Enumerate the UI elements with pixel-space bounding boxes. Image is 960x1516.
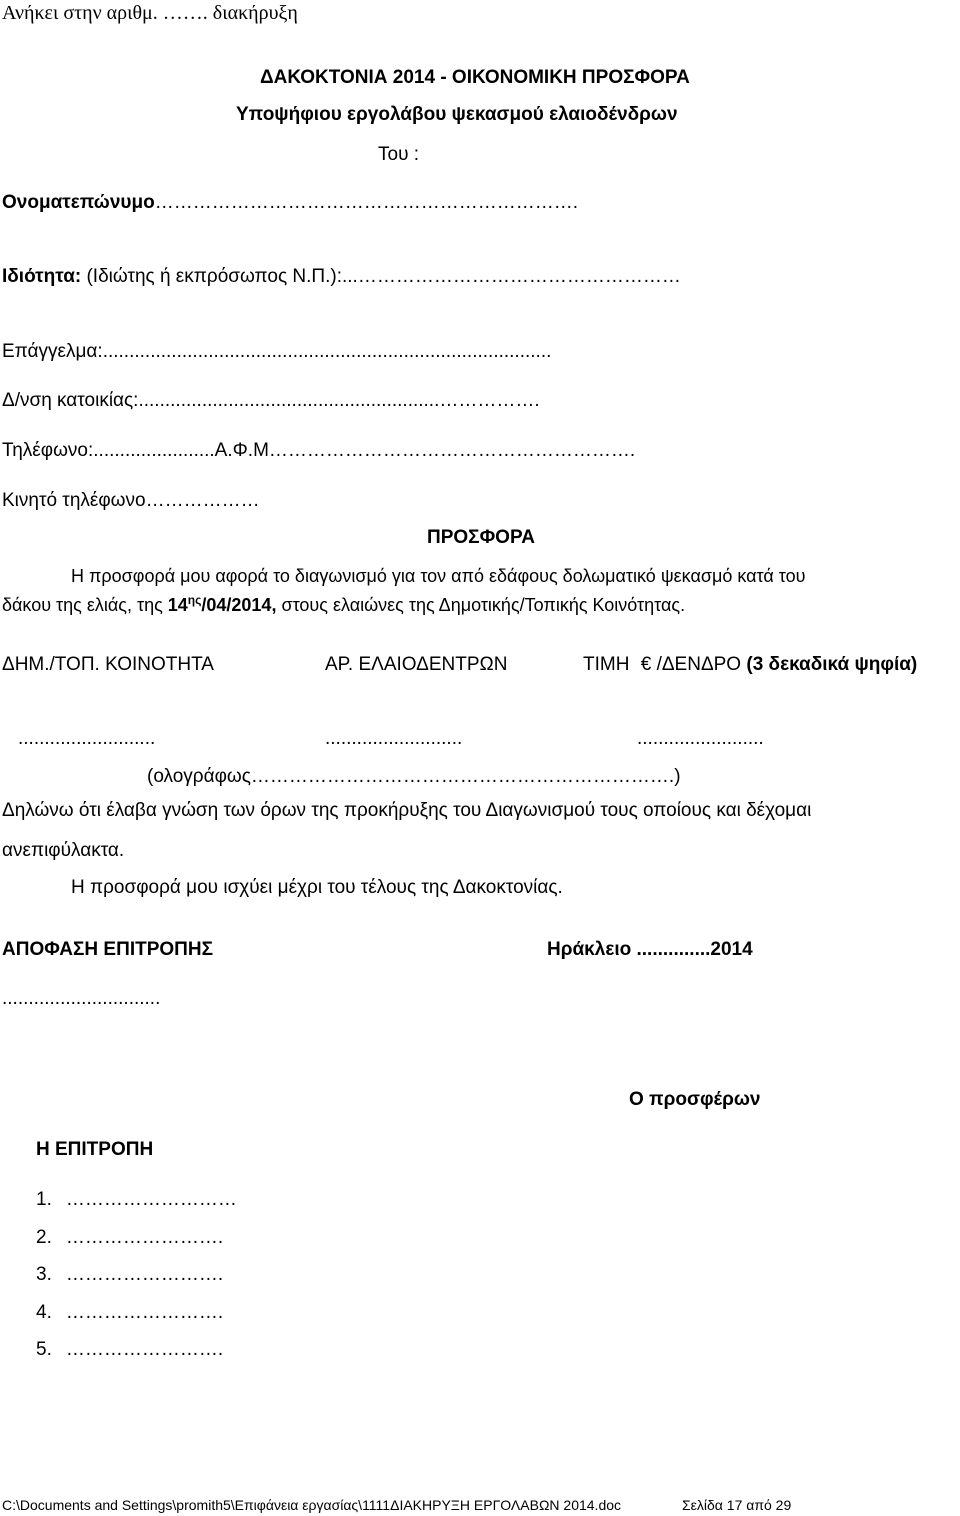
- committee-member-4: [36, 1302, 223, 1324]
- member-signature-line[interactable]: ………………………: [65, 1189, 237, 1210]
- to-label: Του :: [378, 144, 420, 165]
- offer-heading: ΠΡΟΣΦΟΡΑ: [427, 527, 535, 548]
- field-mobile: [2, 490, 260, 512]
- field-phone-label: Τηλέφωνο:: [2, 440, 94, 461]
- committee-title: Η ΕΠΙΤΡΟΠΗ: [36, 1139, 154, 1160]
- field-profession-value[interactable]: .....................................................................................: [102, 341, 552, 362]
- col-price-label: ΤΙΜΗ: [583, 654, 630, 675]
- field-capacity-detail: (Ιδιώτης ή εκπρόσωπος Ν.Π.):: [81, 266, 342, 287]
- field-name: [2, 192, 578, 214]
- member-signature-line[interactable]: …………………….: [65, 1302, 224, 1323]
- member-number: 3.: [36, 1264, 52, 1285]
- field-profession-label: Επάγγελμα:: [2, 341, 103, 362]
- validity-statement: Η προσφορά μου ισχύει μέχρι του τέλους της Δακοκτονίας.: [71, 877, 563, 898]
- col-trees-header: ΑΡ. ΕΛΑΙΟΔΕΝΤΡΩΝ: [325, 654, 508, 675]
- offer-text-pre: δάκου της ελιάς, της: [2, 595, 168, 615]
- field-name-label: Ονοματεπώνυμο: [2, 192, 155, 213]
- col-community-header: ΔΗΜ./ΤΟΠ. ΚΟΙΝΟΤΗΤΑ: [2, 654, 214, 675]
- member-signature-line[interactable]: …………………….: [65, 1227, 224, 1248]
- committee-member-5: [36, 1339, 223, 1361]
- field-address: [2, 390, 540, 412]
- offer-text-post: στους ελαιώνες της Δημοτικής/Τοπικής Κοινότητας.: [276, 595, 686, 615]
- declaration-line2: ανεπιφύλακτα.: [2, 840, 125, 861]
- offer-paragraph-line2: [2, 593, 685, 616]
- footer-file-path: C:\Documents and Settings\promith5\Επιφάνεια εργασίας\1111ΔΙΑΚΗΡΥΞΗ ΕΡΓΟΛΑΒΩΝ 2014.doc: [2, 1497, 622, 1513]
- price-in-words[interactable]: (ολογράφως………………………………………………………….): [147, 766, 681, 787]
- footer-page-number: Σελίδα 17 από 29: [682, 1497, 792, 1513]
- member-number: 1.: [36, 1189, 52, 1210]
- offer-paragraph-line1: Η προσφορά μου αφορά το διαγωνισμό για τον από εδάφους δολωματικό ψεκασμό κατά του: [71, 566, 806, 586]
- col-price-precision: (3 δεκαδικά ψηφία): [746, 654, 918, 675]
- document-subtitle: Υποψήφιου εργολάβου ψεκασμού ελαιοδένδρων: [236, 104, 678, 125]
- field-address-label: Δ/νση κατοικίας:: [2, 390, 139, 411]
- col-price-unit: /ΔΕΝΔΡΟ: [656, 654, 742, 675]
- field-address-value[interactable]: .........................................................…………….: [138, 390, 540, 411]
- offer-date: /04/2014,: [201, 595, 277, 615]
- field-phone-value[interactable]: .......................Α.Φ.Μ………………………………………………….: [93, 440, 636, 461]
- field-profession: [2, 341, 551, 363]
- decision-blank[interactable]: ..............................: [2, 988, 161, 1009]
- header-note: Ανήκει στην αριθμ. ……. διακήρυξη: [2, 2, 298, 24]
- member-signature-line[interactable]: …………………….: [65, 1339, 224, 1360]
- committee-member-2: [36, 1227, 223, 1249]
- member-signature-line[interactable]: …………………….: [65, 1264, 224, 1285]
- member-number: 2.: [36, 1227, 52, 1248]
- field-capacity-value[interactable]: ...……………………………………………: [342, 266, 681, 287]
- decision-label: ΑΠΟΦΑΣΗ ΕΠΙΤΡΟΠΗΣ: [2, 939, 214, 960]
- declaration-line1: Δηλώνω ότι έλαβα γνώση των όρων της προκήρυξης του Διαγωνισμού τους οποίους και δέχομαι: [2, 800, 812, 821]
- committee-member-3: [36, 1264, 223, 1286]
- blank-community[interactable]: ..........................: [18, 728, 156, 749]
- col-price-header: [583, 654, 917, 676]
- place-date: Ηράκλειο ..............2014: [547, 939, 753, 960]
- field-capacity-label: Ιδιότητα:: [2, 266, 82, 287]
- committee-member-1: [36, 1189, 237, 1211]
- offer-day-suffix: ης: [187, 593, 202, 607]
- member-number: 5.: [36, 1339, 52, 1360]
- field-mobile-label: Κινητό τηλέφωνο: [2, 490, 146, 511]
- field-name-value[interactable]: ………………………………………………………….: [154, 192, 578, 213]
- offer-day: 14: [167, 595, 188, 615]
- document-title: ΔΑΚΟΚΤΟΝΙΑ 2014 - ΟΙΚΟΝΟΜΙΚΗ ΠΡΟΣΦΟΡΑ: [260, 67, 690, 88]
- offeror-label: Ο προσφέρων: [629, 1089, 761, 1110]
- euro-icon: €: [640, 654, 652, 675]
- field-phone: [2, 440, 635, 462]
- field-capacity: [2, 266, 681, 288]
- field-mobile-value[interactable]: ………………: [145, 490, 260, 511]
- blank-price[interactable]: ........................: [637, 728, 764, 749]
- blank-trees[interactable]: ..........................: [325, 728, 463, 749]
- member-number: 4.: [36, 1302, 52, 1323]
